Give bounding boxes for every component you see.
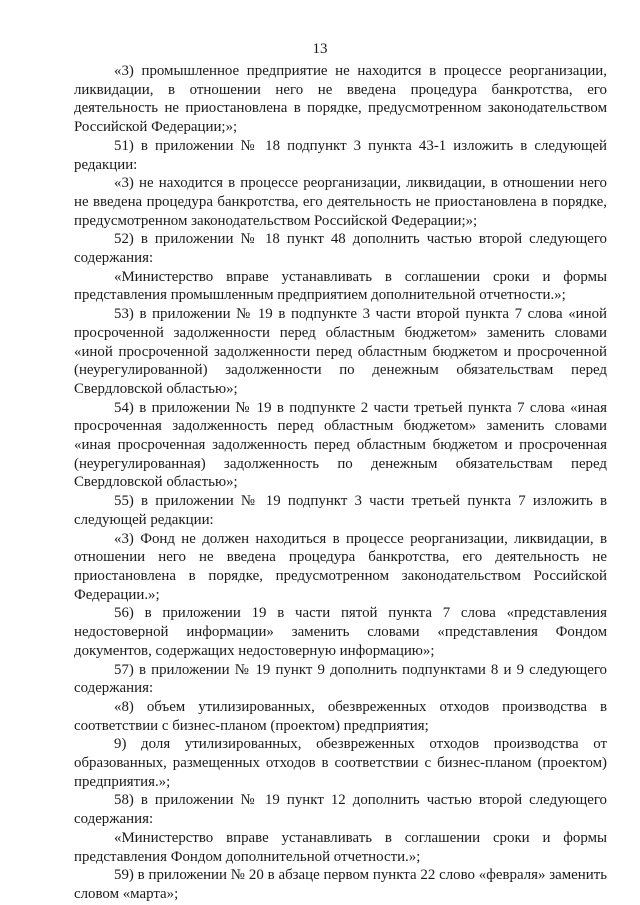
paragraph-text: «3) Фонд не должен находиться в процессе реорганизации, ликвидации, в отношении него не введена процедура банкротства, его деятельность не приостановлена в порядке, предусмотренном законодательством Российской Федерации.»; <box>74 530 607 603</box>
paragraph-12 <box>74 698 607 735</box>
paragraph-2 <box>74 137 607 174</box>
paragraph-7 <box>74 399 607 493</box>
paragraph-3 <box>74 174 607 230</box>
paragraph-text: «3) промышленное предприятие не находится в процессе реорганизации, ликвидации, в отношении него не введена процедура банкротства, его деятельность не приостановлена в порядке, предусмотренном законодательством Российской Федерации;»; <box>74 63 607 136</box>
paragraph-text: «Министерство вправе устанавливать в соглашении сроки и формы представления Фондом дополнительной отчетности.»; <box>74 829 607 865</box>
paragraph-4 <box>74 230 607 267</box>
paragraph-text: «Министерство вправе устанавливать в соглашении сроки и формы представления промышленным предприятием дополнительной отчетности.»; <box>74 268 607 304</box>
paragraph-text: 57) в приложении № 19 пункт 9 дополнить подпунктами 8 и 9 следующего содержания: <box>74 661 607 697</box>
paragraph-text: 51) в приложении № 18 подпункт 3 пункта 43-1 изложить в следующей редакции: <box>74 137 607 173</box>
paragraph-6 <box>74 305 607 399</box>
paragraph-10 <box>74 604 607 660</box>
paragraph-13 <box>74 735 607 791</box>
paragraph-15 <box>74 829 607 866</box>
paragraph-text: 9) доля утилизированных, обезвреженных отходов производства от образованных, размещенных отходов в соответствии с бизнес-планом (проектом) предприятия.»; <box>74 736 607 790</box>
paragraph-text: 52) в приложении № 18 пункт 48 дополнить частью второй следующего содержания: <box>74 231 607 267</box>
page-number: 13 <box>312 41 328 57</box>
paragraph-14 <box>74 791 607 828</box>
paragraph-text: 55) в приложении № 19 подпункт 3 части третьей пункта 7 изложить в следующей редакции: <box>74 493 607 528</box>
paragraph-text: 56) в приложении 19 в части пятой пункта 7 слова «представления недостоверной информации» заменить словами «представления Фондом документов, содержащих недостоверную информацию»; <box>74 605 607 659</box>
paragraph-11 <box>74 661 607 698</box>
paragraph-8 <box>74 492 607 529</box>
paragraph-1 <box>74 62 607 137</box>
paragraph-text: «3) не находится в процессе реорганизации, ликвидации, в отношении него не введена процедура банкротства, его деятельность не приостановлена в порядке, предусмотренном законодательством Российской Федерации;»; <box>74 175 607 229</box>
paragraph-text: 58) в приложении № 19 пункт 12 дополнить частью второй следующего содержания: <box>74 792 607 828</box>
document-body <box>74 62 607 904</box>
paragraph-text: 53) в приложении № 19 в подпункте 3 части второй пункта 7 слова «иной просроченной задолженности перед областным бюджетом» заменить словами «иной просроченной задолженности перед областным бюджетом и просроченной (неурегулированной) задолженности по денежным обязательствам перед Свердловской областью»; <box>74 306 607 397</box>
paragraph-5 <box>74 268 607 305</box>
paragraph-text: 59) в приложении № 20 в абзаце первом пункта 22 слово «февраля» заменить словом «марта»; <box>74 867 607 902</box>
paragraph-9 <box>74 530 607 605</box>
paragraph-text: «8) объем утилизированных, обезвреженных отходов производства в соответствии с бизнес-планом (проектом) предприятия; <box>74 698 607 734</box>
paragraph-text: 54) в приложении № 19 в подпункте 2 части третьей пункта 7 слова «иная просроченная задолженность перед областным бюджетом» заменить словами «иная просроченная задолженность перед областным бюджетом и просроченная (неурегулированная) задолженность по денежным обязательствам перед Свердловской областью»; <box>74 399 607 491</box>
paragraph-16 <box>74 866 607 903</box>
